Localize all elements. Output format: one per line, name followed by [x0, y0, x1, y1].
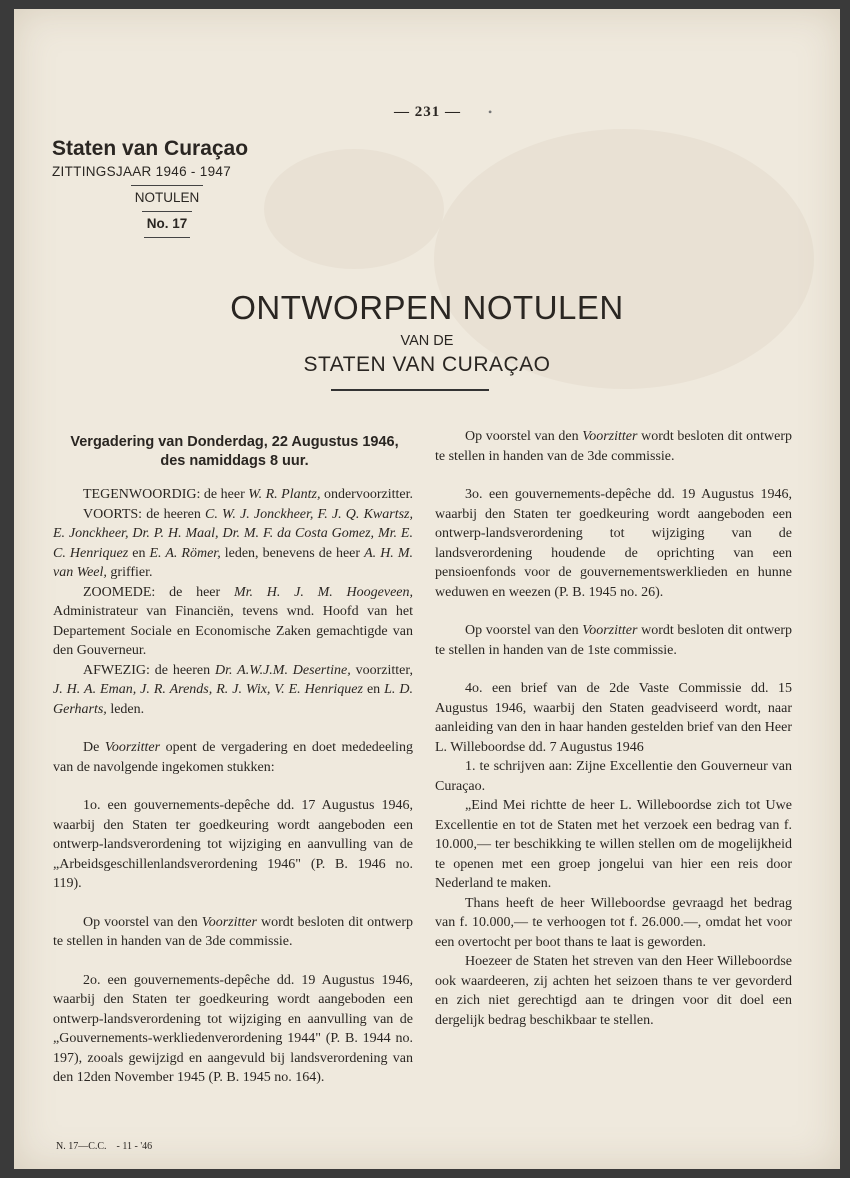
letter-paragraph-1: „Eind Mei richtte de heer L. Willeboordse zich tot Uwe Excellentie en tot de Staten met het verzoek een bedrag van f. 10.000,— ter beschikking te willen stellen om de mogelijkheid te openen met een groep jongelui van hier een reis door Nederland te maken.	[435, 798, 792, 891]
item-3: 3o. een gouvernements-depêche dd. 19 Augustus 1946, waarbij den Staten ter goedkeuring wordt aangeboden een ontwerp-landsverordening tot wijziging van de landsverordening houdende de oprichting van een pensioenfonds voor de gouvernementswerklieden en hunne weduwen en weezen (P. B. 1945 no. 26).	[435, 487, 792, 600]
divider	[142, 211, 192, 212]
main-title: ONTWORPEN NOTULEN	[230, 289, 624, 326]
divider	[131, 185, 203, 186]
left-column	[53, 485, 413, 1088]
page-number: — 231 —	[394, 104, 461, 120]
meeting-heading	[62, 433, 407, 471]
issue-number: No. 17	[146, 216, 188, 231]
session-year: ZITTINGSJAAR 1946 - 1947	[52, 164, 232, 179]
title-van-de: VAN DE	[400, 333, 454, 349]
meeting-date: Vergadering van Donderdag, 22 Augustus 1946,	[70, 434, 399, 450]
page-mark: •	[488, 105, 493, 119]
decision-1: Op voorstel van den Voorzitter wordt besloten dit ontwerp te stellen in handen van de 3de commissie.	[53, 914, 413, 949]
divider	[144, 237, 190, 238]
document-page	[14, 9, 840, 1169]
org-name: Staten van Curaçao	[52, 137, 249, 160]
journal-header	[52, 137, 282, 238]
item-4: 4o. een brief van de 2de Vaste Commissie dd. 15 Augustus 1946, waarbij den Staten geadviseerd wordt, naar aanleiding van den in haar handen gestelden brief van den Heer L. Willeboordse dd. 7 Augustus 1946	[435, 681, 792, 755]
bleed-through-stain	[434, 129, 814, 389]
present-paragraph: TEGENWOORDIG: de heer W. R. Plantz, ondervoorzitter.	[83, 487, 413, 502]
zoomede-paragraph: ZOOMEDE: de heer Mr. H. J. M. Hoogeveen, Administrateur van Financiën, tevens wnd. Hoofd van het Departement Sociale en Economische Zaken gemachtigde van den Gouverneur.	[53, 584, 414, 658]
decision-3: Op voorstel van den Voorzitter wordt besloten dit ontwerp te stellen in handen van de 1ste commissie.	[435, 623, 792, 658]
opening-paragraph: De Voorzitter opent de vergadering en doet mededeeling van de navolgende ingekomen stukken:	[53, 740, 414, 775]
item-4-sub: 1. te schrijven aan: Zijne Excellentie den Gouverneur van Curaçao.	[435, 759, 792, 794]
section-label: NOTULEN	[134, 190, 200, 205]
title-staten: STATEN VAN CURAÇAO	[303, 353, 551, 376]
afwezig-paragraph: AFWEZIG: de heeren Dr. A.W.J.M. Desertine, voorzitter, J. H. A. Eman, J. R. Arends, R. J. Wix, V. E. Henriquez en L. D. Gerharts, leden.	[53, 662, 413, 717]
decision-2: Op voorstel van den Voorzitter wordt besloten dit ontwerp te stellen in handen van de 3de commissie.	[435, 429, 792, 464]
print-code: N. 17—C.C. - 11 - '46	[56, 1141, 153, 1152]
meeting-time: des namiddags 8 uur.	[160, 453, 309, 469]
voorts-paragraph: VOORTS: de heeren C. W. J. Jonckheer, F. J. Q. Kwartsz, E. Jonckheer, Dr. P. H. Maal, Dr. M. F. da Costa Gomez, Mr. E. C. Henriquez en E. A. Römer, leden, benevens de heer A. H. M. van Weel, griffier.	[53, 506, 414, 580]
right-column	[435, 427, 792, 1030]
item-1: 1o. een gouvernements-depêche dd. 17 Augustus 1946, waarbij den Staten ter goedkeuring wordt aangeboden een ontwerp-landsverordening tot wijziging en aanvulling van de „Arbeidsgeschillenlandsverordening 1946" (P. B. 1946 no. 119).	[53, 798, 413, 891]
item-2: 2o. een gouvernements-depêche dd. 19 Augustus 1946, waarbij den Staten ter goedkeuring wordt aangeboden een ontwerp-landsverordening tot wijziging en aanvulling van de „Gouvernements-werkliedenverordening 1944" (P. B. 1944 no. 197), zooals gewijzigd en aangevuld bij landsverordening van den 12den November 1945 (P. B. 1945 no. 164).	[53, 972, 413, 1085]
letter-paragraph-3: Hoezeer de Staten het streven van den Heer Willeboordse ook waardeeren, zij achten het seizoen thans te ver gevorderd en zich niet gerechtigd aan te dringen voor dit doel een dergelijk bedrag beschikbaar te stellen.	[435, 954, 792, 1028]
bleed-through-stain	[264, 149, 444, 269]
letter-paragraph-2: Thans heeft de heer Willeboordse gevraagd het bedrag van f. 10.000,— te verhoogen tot f. 26.000.—, omdat het voor een overtocht per boot thans te laat is geworden.	[435, 895, 792, 950]
title-underline	[331, 389, 489, 391]
